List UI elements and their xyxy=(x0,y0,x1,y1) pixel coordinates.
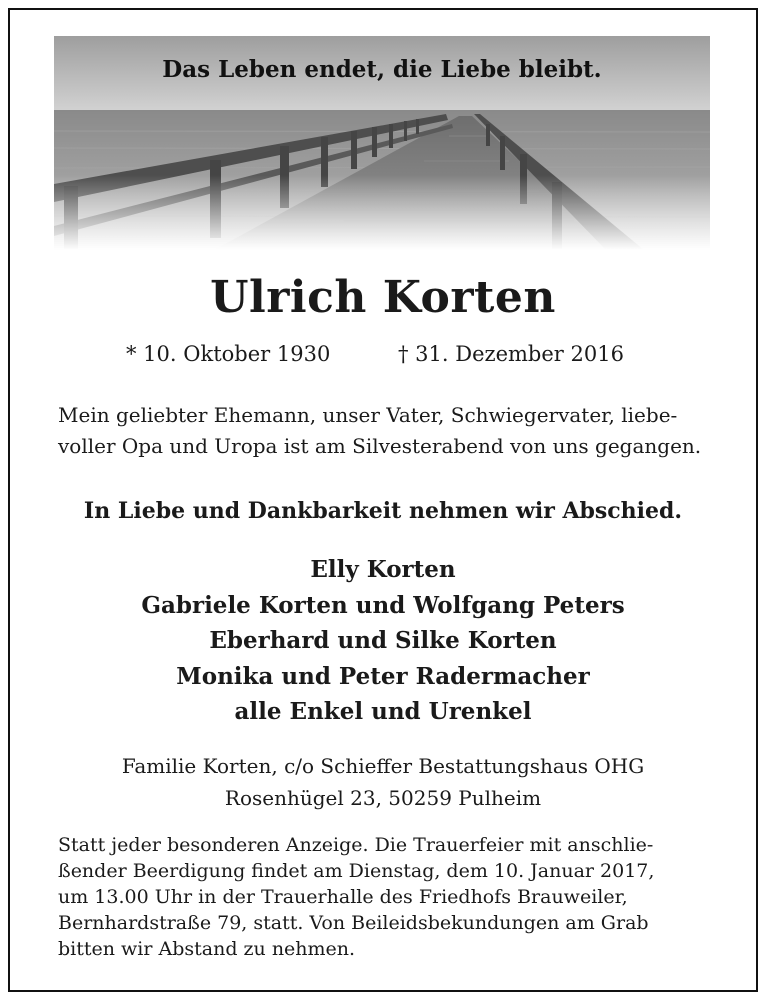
farewell-line: In Liebe und Dankbarkeit nehmen wir Abschied. xyxy=(83,498,683,524)
funeral-notice xyxy=(58,832,718,962)
mourner-name: alle Enkel und Urenkel xyxy=(234,698,532,725)
birth-date: * 10. Oktober 1930 xyxy=(126,342,331,366)
mourner-name: Gabriele Korten und Wolfgang Peters xyxy=(141,591,625,619)
intro-paragraph xyxy=(58,400,712,462)
obituary-notice xyxy=(8,8,758,992)
mourner-name: Eberhard und Silke Korten xyxy=(209,627,557,654)
notice-line: bitten wir Abstand zu nehmen. xyxy=(58,938,356,960)
mourner-name: Elly Korten xyxy=(310,556,456,583)
notice-line: ßender Beerdigung findet am Dienstag, dem 10. Januar 2017, xyxy=(58,860,655,882)
deceased-name: Ulrich Korten xyxy=(210,272,556,323)
mourners-list xyxy=(10,552,756,730)
intro-line: voller Opa und Uropa ist am Silvesterabend von uns gegangen. xyxy=(58,434,702,458)
address-line: Rosenhügel 23, 50259 Pulheim xyxy=(224,786,542,810)
contact-address xyxy=(10,750,756,814)
intro-line: Mein geliebter Ehemann, unser Vater, Schwiegervater, liebe- xyxy=(58,403,678,427)
motto-text: Das Leben endet, die Liebe bleibt. xyxy=(162,56,602,83)
mourner-name: Monika und Peter Radermacher xyxy=(176,662,590,690)
pier-over-sea-image xyxy=(54,36,710,250)
notice-line: Bernhardstraße 79, statt. Von Beileidsbekundungen am Grab xyxy=(58,912,649,934)
life-dates xyxy=(10,342,756,372)
death-date: † 31. Dezember 2016 xyxy=(398,342,624,366)
notice-line: um 13.00 Uhr in der Trauerhalle des Friedhofs Brauweiler, xyxy=(58,886,628,908)
notice-line: Statt jeder besonderen Anzeige. Die Trauerfeier mit anschlie- xyxy=(58,834,654,856)
address-line: Familie Korten, c/o Schieffer Bestattungshaus OHG xyxy=(121,754,645,778)
